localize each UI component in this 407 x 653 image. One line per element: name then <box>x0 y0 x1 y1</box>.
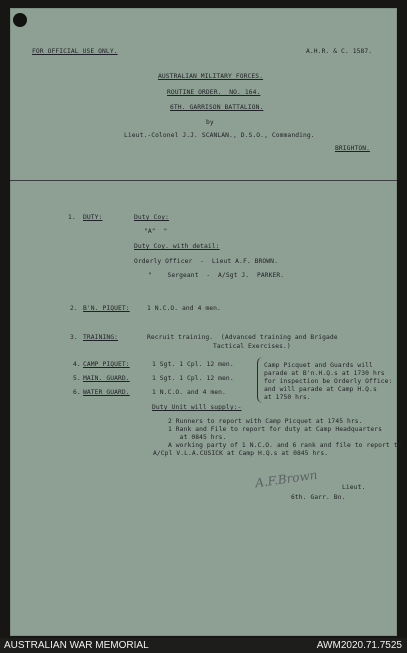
bracket <box>257 357 264 403</box>
classification-marking: FOR OFFICIAL USE ONLY. <box>32 48 118 55</box>
sergeant-line: " Sergeant - A/Sgt J. PARKER. <box>148 272 285 279</box>
parade-note-line: and will parade at Camp H.Q.s <box>264 386 377 393</box>
header-rule <box>10 180 397 181</box>
archive-catalogue-id: AWM2020.71.7525 <box>316 640 402 651</box>
signatory-unit: 6th. Garr. Bn. <box>291 494 346 501</box>
document-page <box>10 8 402 636</box>
bn-piquet-heading: B'N. PIQUET: <box>83 305 130 312</box>
item-number: 5. <box>73 375 81 382</box>
training-text: Recruit training. (Advanced training and Brigade <box>147 334 338 341</box>
supply-line: 2 Runners to report with Camp Picquet at 1745 hrs. <box>168 418 363 425</box>
bn-piquet-text: 1 N.C.O. and 4 men. <box>147 305 221 312</box>
supply-line: A/Cpl V.L.A.CUSICK at Camp H.Q.s at 0845 hrs. <box>153 450 329 457</box>
battalion-heading: 6TH. GARRISON BATTALION. <box>170 104 264 111</box>
order-title: ROUTINE ORDER. NO. 164. <box>167 89 261 96</box>
item-number: 2. <box>70 305 78 312</box>
archive-footer <box>0 638 407 653</box>
item-number: 6. <box>73 389 81 396</box>
place-name: BRIGHTON. <box>335 145 371 152</box>
orderly-officer-line: Orderly Officer - Lieut A.F. BROWN. <box>134 258 278 265</box>
parade-note-line: for inspection be Orderly Office: <box>264 378 393 385</box>
main-guard-text: 1 Sgt. 1 Cpl. 12 men. <box>152 375 234 382</box>
duty-detail-label: Duty Coy. with detail: <box>134 243 220 250</box>
commander-line: Lieut.-Colonel J.J. SCANLAN., D.S.O., Commanding. <box>124 132 315 139</box>
supply-line: at 0845 hrs. <box>168 434 227 441</box>
camp-piquet-heading: CAMP PIQUET: <box>83 361 130 368</box>
supply-line: A working party of 1 N.C.O. and 6 rank and file to report to <box>168 442 402 449</box>
parade-note-line: at 1750 hrs. <box>264 394 311 401</box>
parade-note-line: parade at B'n.H.Q.s at 1730 hrs <box>264 370 385 377</box>
camp-piquet-text: 1 Sgt. 1 Cpl. 12 men. <box>152 361 234 368</box>
item-number: 1. <box>68 214 76 221</box>
training-text-continued: Tactical Exercises.) <box>213 343 291 350</box>
item-number: 4. <box>73 361 81 368</box>
archive-name: AUSTRALIAN WAR MEMORIAL <box>4 640 149 651</box>
main-guard-heading: MAIN. GUARD. <box>83 375 130 382</box>
water-guard-text: 1 N.C.O. and 4 men. <box>152 389 226 396</box>
training-heading: TRAINING: <box>83 334 119 341</box>
parade-note-line: Camp Picquet and Guards will <box>264 362 373 369</box>
signatory-rank: Lieut. <box>342 484 366 491</box>
item-number: 3. <box>70 334 78 341</box>
duty-coy-label: Duty Coy: <box>134 214 170 221</box>
water-guard-heading: WATER GUARD. <box>83 389 130 396</box>
duty-heading: DUTY: <box>83 214 103 221</box>
by-line: by <box>206 119 214 126</box>
punch-hole <box>13 13 27 27</box>
duty-unit-heading: Duty Unit will supply:- <box>152 404 242 411</box>
handwritten-signature: A.F.Brown <box>254 467 319 491</box>
document-reference: A.H.R. & C. 1587. <box>306 48 373 55</box>
duty-coy-value: "A" " <box>144 228 168 235</box>
force-heading: AUSTRALIAN MILITARY FORCES. <box>158 73 264 80</box>
supply-line: 1 Rank and File to report for duty at Camp Headquarters <box>168 426 383 433</box>
